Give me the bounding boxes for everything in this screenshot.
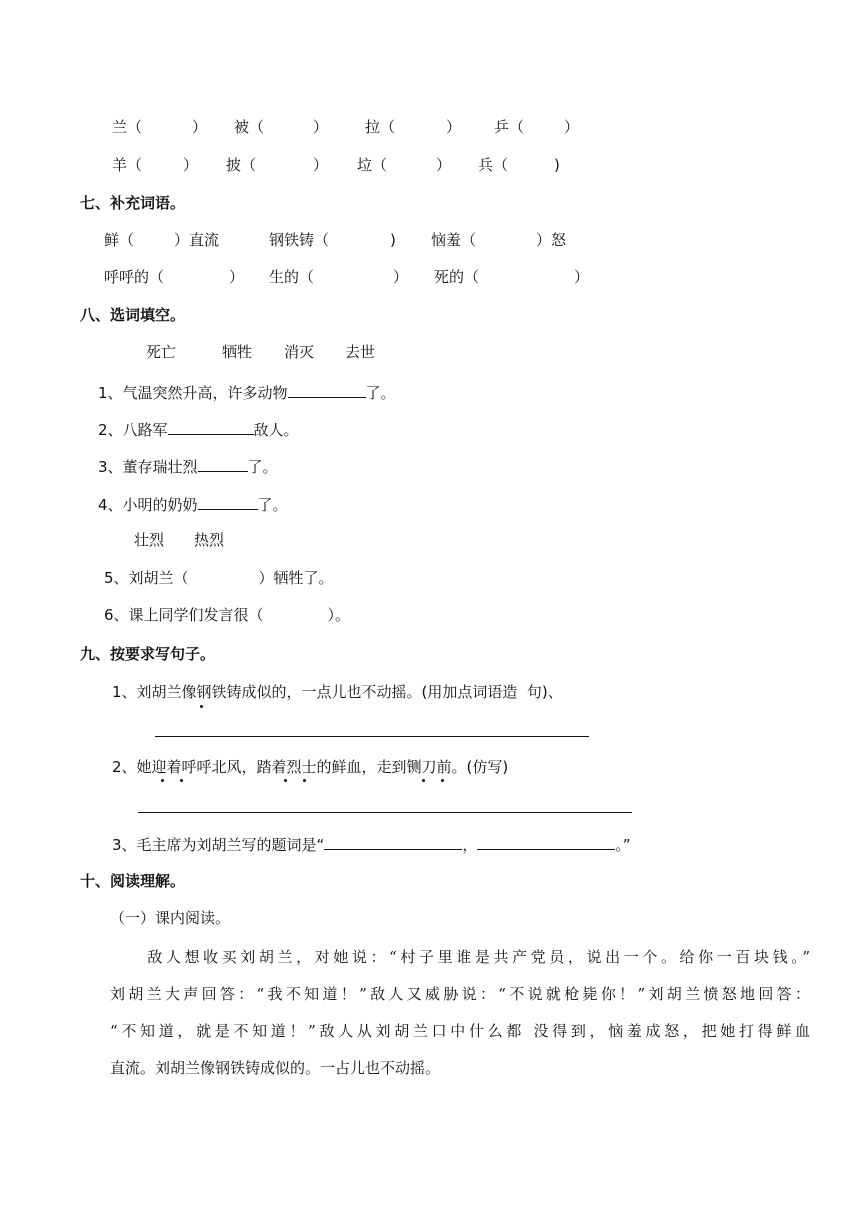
fill-word: ）直流 — [174, 231, 220, 249]
answer-blank[interactable] — [198, 494, 258, 510]
paren-close: ） — [436, 156, 452, 174]
passage-line: 直流。刘胡兰像钢铁铸成似的。一占儿也不动摇。 — [110, 1059, 441, 1077]
fill-word: ） — [393, 268, 409, 286]
paren-close: ) — [554, 156, 560, 174]
question-8-6: 6、课上同学们发言很（ ）。 — [104, 606, 351, 624]
section-7-heading: 七、补充词语。 — [80, 194, 186, 212]
fill-word: 钢铁铸（ — [269, 231, 330, 249]
emphasis-dot — [180, 779, 183, 782]
section-8-heading: 八、选词填空。 — [80, 306, 186, 324]
char-la2: 垃（ — [357, 156, 388, 174]
char-ping: 乒（ — [494, 118, 525, 136]
emphasis-dot — [284, 779, 287, 782]
section-10-heading: 十、阅读理解。 — [80, 872, 186, 890]
char-lan: 兰（ — [112, 118, 143, 136]
answer-blank[interactable] — [477, 834, 615, 850]
answer-line[interactable] — [155, 736, 589, 737]
question-8-3: 3、董存瑞壮烈 了。 — [98, 458, 278, 476]
fill-word: ）怒 — [536, 231, 567, 249]
fill-word: 恼羞（ — [431, 231, 477, 249]
paren-close: ） — [313, 156, 329, 174]
char-bei: 被（ — [234, 118, 265, 136]
answer-blank[interactable] — [198, 456, 248, 472]
fill-word: 死的（ — [434, 268, 480, 286]
question-9-3: 3、毛主席为刘胡兰写的题词是“ ， 。” — [112, 836, 631, 854]
question-8-2: 2、八路军 敌人。 — [98, 421, 299, 439]
paren-close: ） — [564, 118, 580, 136]
paren-close: ） — [192, 118, 208, 136]
paren-close: ） — [313, 118, 329, 136]
answer-blank[interactable] — [288, 382, 366, 398]
reading-passage — [110, 939, 810, 1087]
fill-word: 生的（ — [269, 268, 315, 286]
fill-word: ) — [390, 231, 396, 249]
answer-line[interactable] — [138, 812, 632, 813]
question-9-1: 1、刘胡兰像钢铁铸成似的，一点儿也不动摇。(用加点词语造 句)、 — [112, 683, 563, 701]
passage-line: “不知道，就是不知道！”敌人从刘胡兰口中什么都 没得到，恼羞成怒，把她打得鲜血 — [110, 1022, 810, 1040]
word-choice: 消灭 — [284, 343, 315, 361]
word-choice: 壮烈 — [134, 531, 165, 549]
answer-blank[interactable] — [324, 834, 462, 850]
word-choice: 牺牲 — [222, 343, 253, 361]
word-choice: 去世 — [345, 343, 376, 361]
fill-word: 呼呼的（ — [104, 268, 165, 286]
answer-blank[interactable] — [168, 419, 254, 435]
fill-word: 鲜（ — [104, 231, 135, 249]
passage-line: 敌人想收买刘胡兰，对她说：“村子里谁是共产党员，说出一个。给你一百块钱。” — [110, 948, 810, 966]
char-bing: 兵（ — [478, 156, 509, 174]
char-yang: 羊（ — [112, 156, 143, 174]
fill-word: ） — [574, 268, 590, 286]
passage-line: 刘胡兰大声回答：“我不知道！”敌人又威胁说：“不说就枪毙你！”刘胡兰愤怒地回答： — [110, 985, 810, 1003]
word-choice: 死亡 — [146, 343, 177, 361]
section-9-heading: 九、按要求写句子。 — [80, 645, 216, 663]
question-8-4: 4、小明的奶奶 了。 — [98, 496, 288, 514]
fill-word: ） — [229, 268, 245, 286]
emphasis-dot — [200, 705, 203, 708]
word-choice: 热烈 — [194, 531, 225, 549]
question-9-2: 2、她迎着呼呼北风，踏着烈士的鲜血，走到铡刀前。(仿写) — [112, 758, 509, 776]
subsection-title: （一）课内阅读。 — [110, 909, 231, 927]
paren-close: ） — [446, 118, 462, 136]
paren-close: ） — [183, 156, 199, 174]
question-8-1: 1、气温突然升高，许多动物 了。 — [98, 384, 396, 402]
emphasis-dot — [303, 779, 306, 782]
emphasis-dot — [441, 779, 444, 782]
emphasis-dot — [422, 779, 425, 782]
char-pi: 披（ — [226, 156, 257, 174]
question-8-5: 5、刘胡兰（ ）牺牲了。 — [104, 569, 334, 587]
emphasis-dot — [161, 779, 164, 782]
char-la: 拉（ — [365, 118, 396, 136]
